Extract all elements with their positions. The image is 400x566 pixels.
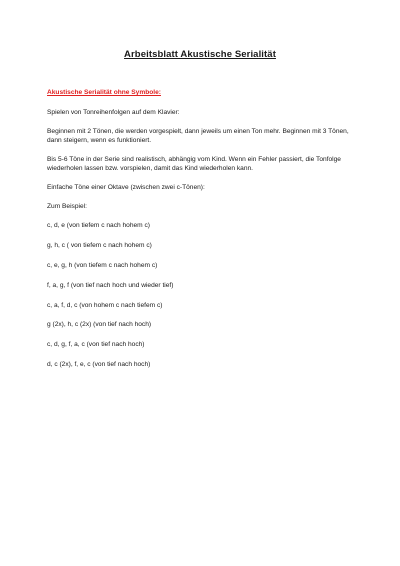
example-list: [47, 221, 357, 369]
instructions-paragraph: Beginnen mit 2 Tönen, die werden vorgespielt, dann jeweils um einen Ton mehr. Beginnen mit 3 Tönen, dann steigern, wenn es funktioniert.: [47, 128, 349, 145]
list-item: g, h, c ( von tiefem c nach hohem c): [47, 242, 152, 250]
list-item: g (2x), h, c (2x) (von tief nach hoch): [47, 321, 152, 329]
example-label: Zum Beispiel:: [47, 202, 87, 210]
list-item: c, d, e (von tiefem c nach hohem c): [47, 222, 150, 230]
worksheet-body: [47, 88, 357, 380]
list-item: d, c (2x), f, e, c (von tief nach hoch): [47, 360, 151, 368]
intro-paragraph: Spielen von Tonreihenfolgen auf dem Klavier:: [47, 109, 180, 117]
list-item: c, d, g, f, a, c (von tief nach hoch): [47, 341, 145, 349]
list-item: c, e, g, h (von tiefem c nach hohem c): [47, 261, 158, 269]
list-item: c, a, f, d, c (von hohem c nach tiefem c): [47, 301, 163, 309]
page-title: Arbeitsblatt Akustische Serialität: [124, 49, 276, 60]
octave-paragraph: Einfache Töne einer Oktave (zwischen zwei c-Tönen):: [47, 184, 205, 191]
section-heading: Akustische Serialität ohne Symbole:: [47, 89, 161, 96]
list-item: f, a, g, f (von tief nach hoch und wieder tief): [47, 281, 174, 289]
guidance-paragraph: Bis 5-6 Töne in der Serie sind realistisch, abhängig vom Kind. Wenn ein Fehler passiert, die Tonfolge wiederholen lassen bzw. vorspielen, damit das Kind wiederholen kann.: [47, 156, 341, 173]
